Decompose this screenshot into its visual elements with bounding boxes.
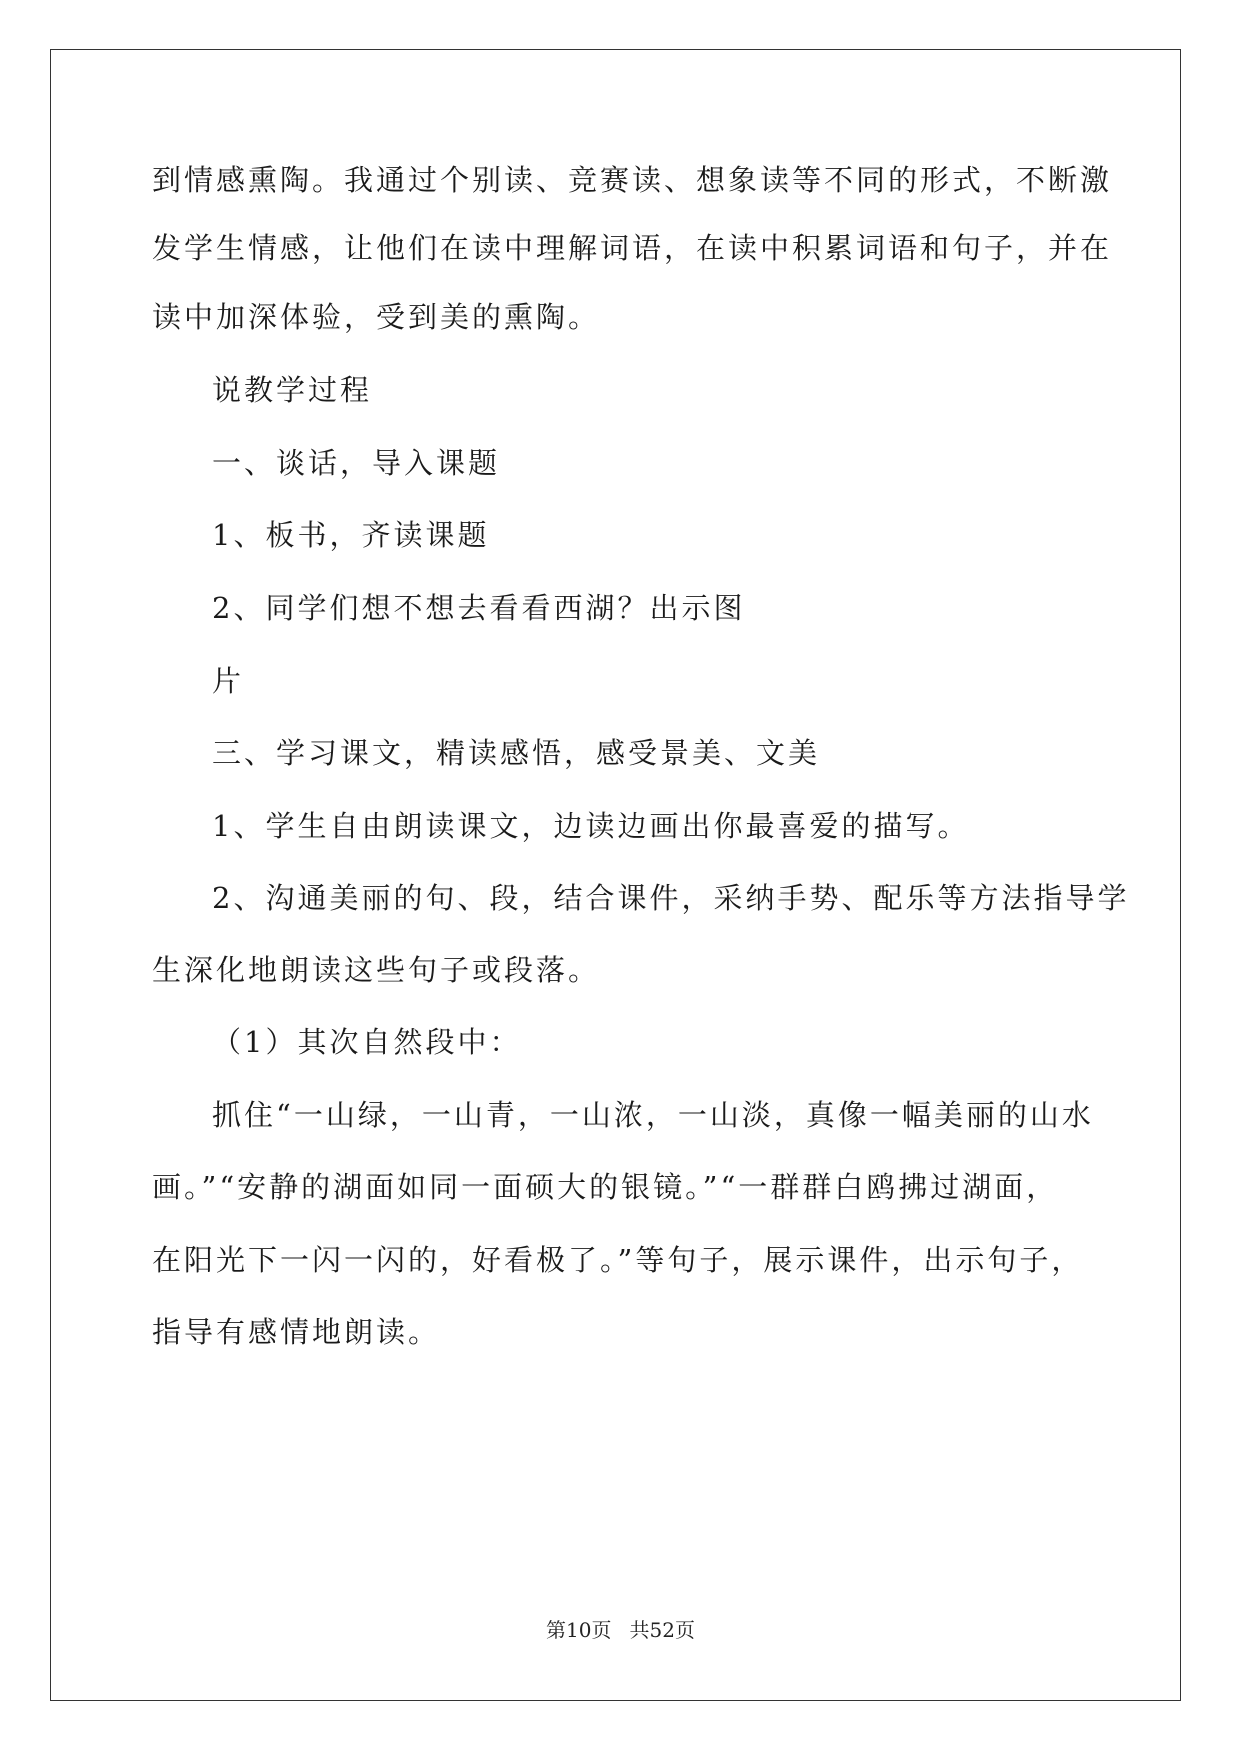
- paragraph-line: 读中加深体验，受到美的熏陶。: [152, 300, 601, 334]
- page-number: 第10页: [546, 1618, 612, 1642]
- paragraph-line: 生深化地朗读这些句子或段落。: [152, 953, 601, 987]
- page-footer: [0, 1616, 1241, 1644]
- list-item: 1、板书，齐读课题: [212, 518, 490, 552]
- sub-heading: （1）其次自然段中：: [212, 1025, 522, 1059]
- paragraph-line: 发学生情感，让他们在读中理解词语，在读中积累词语和句子，并在: [152, 231, 1113, 265]
- section-heading: 三、学习课文，精读感悟，感受景美、文美: [212, 736, 821, 770]
- list-item: 2、同学们想不想去看看西湖？出示图: [212, 591, 746, 625]
- paragraph-line: 到情感熏陶。我通过个别读、竞赛读、想象读等不同的形式，不断激: [152, 163, 1113, 197]
- section-heading: 说教学过程: [212, 373, 373, 407]
- list-item: 2、沟通美丽的句、段，结合课件，采纳手势、配乐等方法指导学: [212, 881, 1130, 915]
- paragraph-line: 指导有感情地朗读。: [152, 1315, 441, 1349]
- list-item: 1、学生自由朗读课文，边读边画出你最喜爱的描写。: [212, 809, 970, 843]
- paragraph-line: 画。”“安静的湖面如同一面硕大的银镜。”“一群群白鸥拂过湖面，: [152, 1170, 1059, 1204]
- paragraph-line: 抓住“一山绿，一山青，一山浓，一山淡，真像一幅美丽的山水: [212, 1098, 1094, 1132]
- paragraph-line: 片: [212, 664, 245, 698]
- section-heading: 一、谈话，导入课题: [212, 446, 501, 480]
- paragraph-line: 在阳光下一闪一闪的，好看极了。”等句子，展示课件，出示句子，: [152, 1243, 1084, 1277]
- page-total: 共52页: [629, 1618, 695, 1642]
